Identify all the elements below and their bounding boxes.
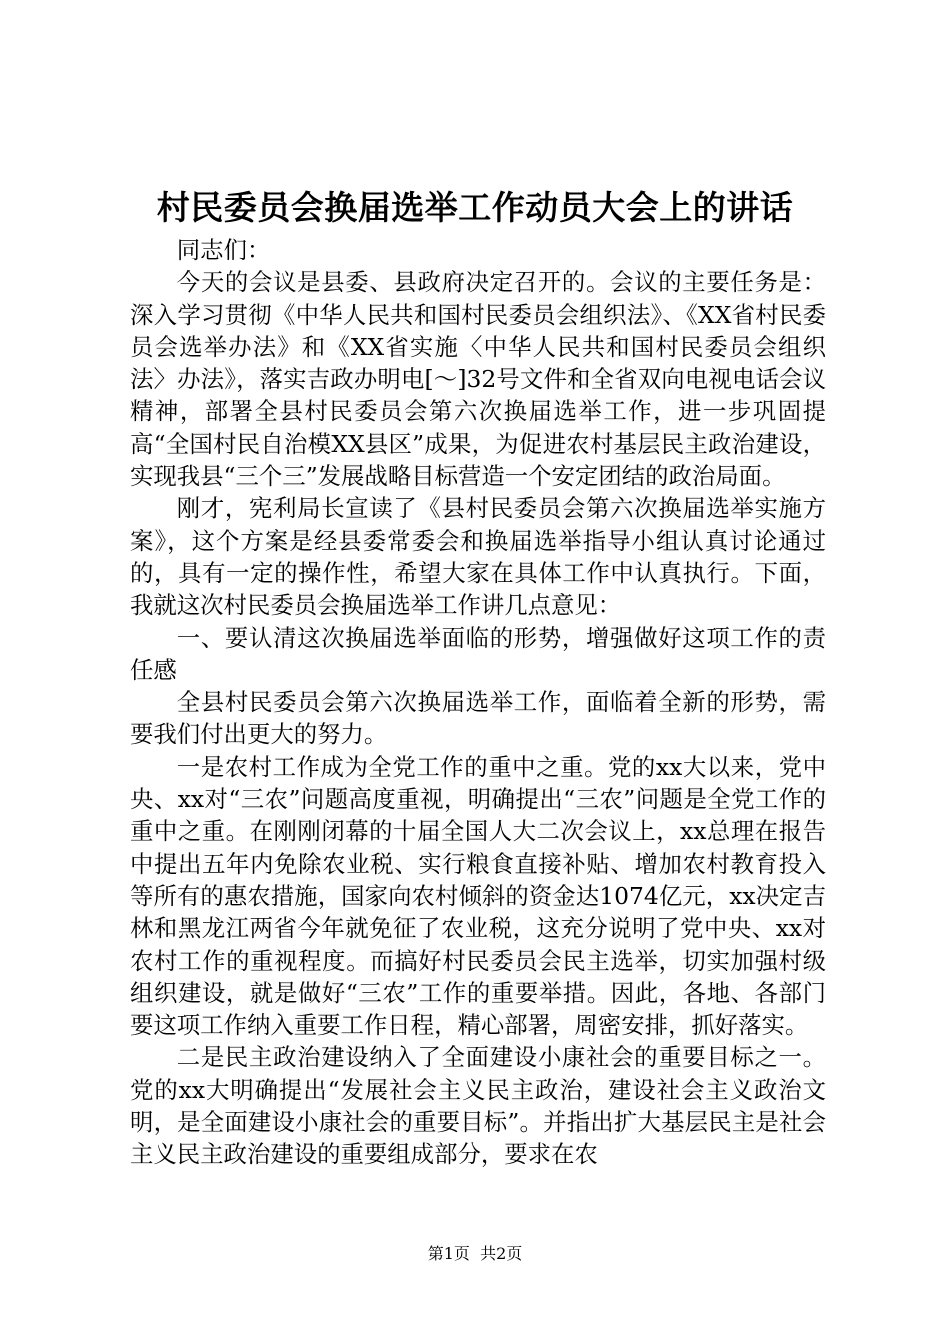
paragraph-democratic-politics: 二是民主政治建设纳入了全面建设小康社会的重要目标之一。党的xx大明确提出“发展社会主义民主政治，建设社会主义政治文明，是全面建设小康社会的重要目标”。并指出扩大基层民主是社会主义民主政治建设的重要组成部分，要求在农 [130,1043,826,1169]
section-heading-1: 一、要认清这次换届选举面临的形势，增强做好这项工作的责任感 [130,623,826,684]
paragraph-implementation-plan: 刚才，宪利局长宣读了《县村民委员会第六次换届选举实施方案》，这个方案是经县委常委会和换届选举指导小组认真讨论通过的，具有一定的操作性，希望大家在具体工作中认真执行。下面，我就这次村民委员会换届选举工作讲几点意见： [130,494,826,620]
salutation: 同志们： [176,236,271,264]
document-title: 村民委员会换届选举工作动员大会上的讲话 [156,188,794,227]
paragraph-rural-priority: 一是农村工作成为全党工作的重中之重。党的xx大以来，党中央、xx对“三农”问题高度重视，明确提出“三农”问题是全党工作的重中之重。在刚刚闭幕的十届全国人大二次会议上，xx总理在报告中提出五年内免除农业税、实行粮食直接补贴、增加农村教育投入等所有的惠农措施，国家向农村倾斜的资金达1074亿元，xx决定吉林和黑龙江两省今年就免征了农业税，这充分说明了党中央、xx对农村工作的重视程度。而搞好村民委员会民主选举，切实加强村级组织建设，就是做好“三农”工作的重要举措。因此，各地、各部门要这项工作纳入重要工作日程，精心部署，周密安排，抓好落实。 [130,752,826,1040]
paragraph-meeting-purpose: 今天的会议是县委、县政府决定召开的。会议的主要任务是：深入学习贯彻《中华人民共和国村民委员会组织法》、《XX省村民委员会选举办法》和《XX省实施〈中华人民共和国村民委员会组织法〉办法》，落实吉政办明电[～]32号文件和全省双向电视电话会议精神，部署全县村民委员会第六次换届选举工作，进一步巩固提高“全国村民自治模XX县区”成果，为促进农村基层民主政治建设，实现我县“三个三”发展战略目标营造一个安定团结的政治局面。 [130,268,826,491]
paragraph-new-situation: 全县村民委员会第六次换届选举工作，面临着全新的形势，需要我们付出更大的努力。 [130,688,826,749]
document-body [130,234,826,1171]
page-footer [0,1243,950,1265]
page-number: 第1页 共2页 [427,1244,523,1263]
